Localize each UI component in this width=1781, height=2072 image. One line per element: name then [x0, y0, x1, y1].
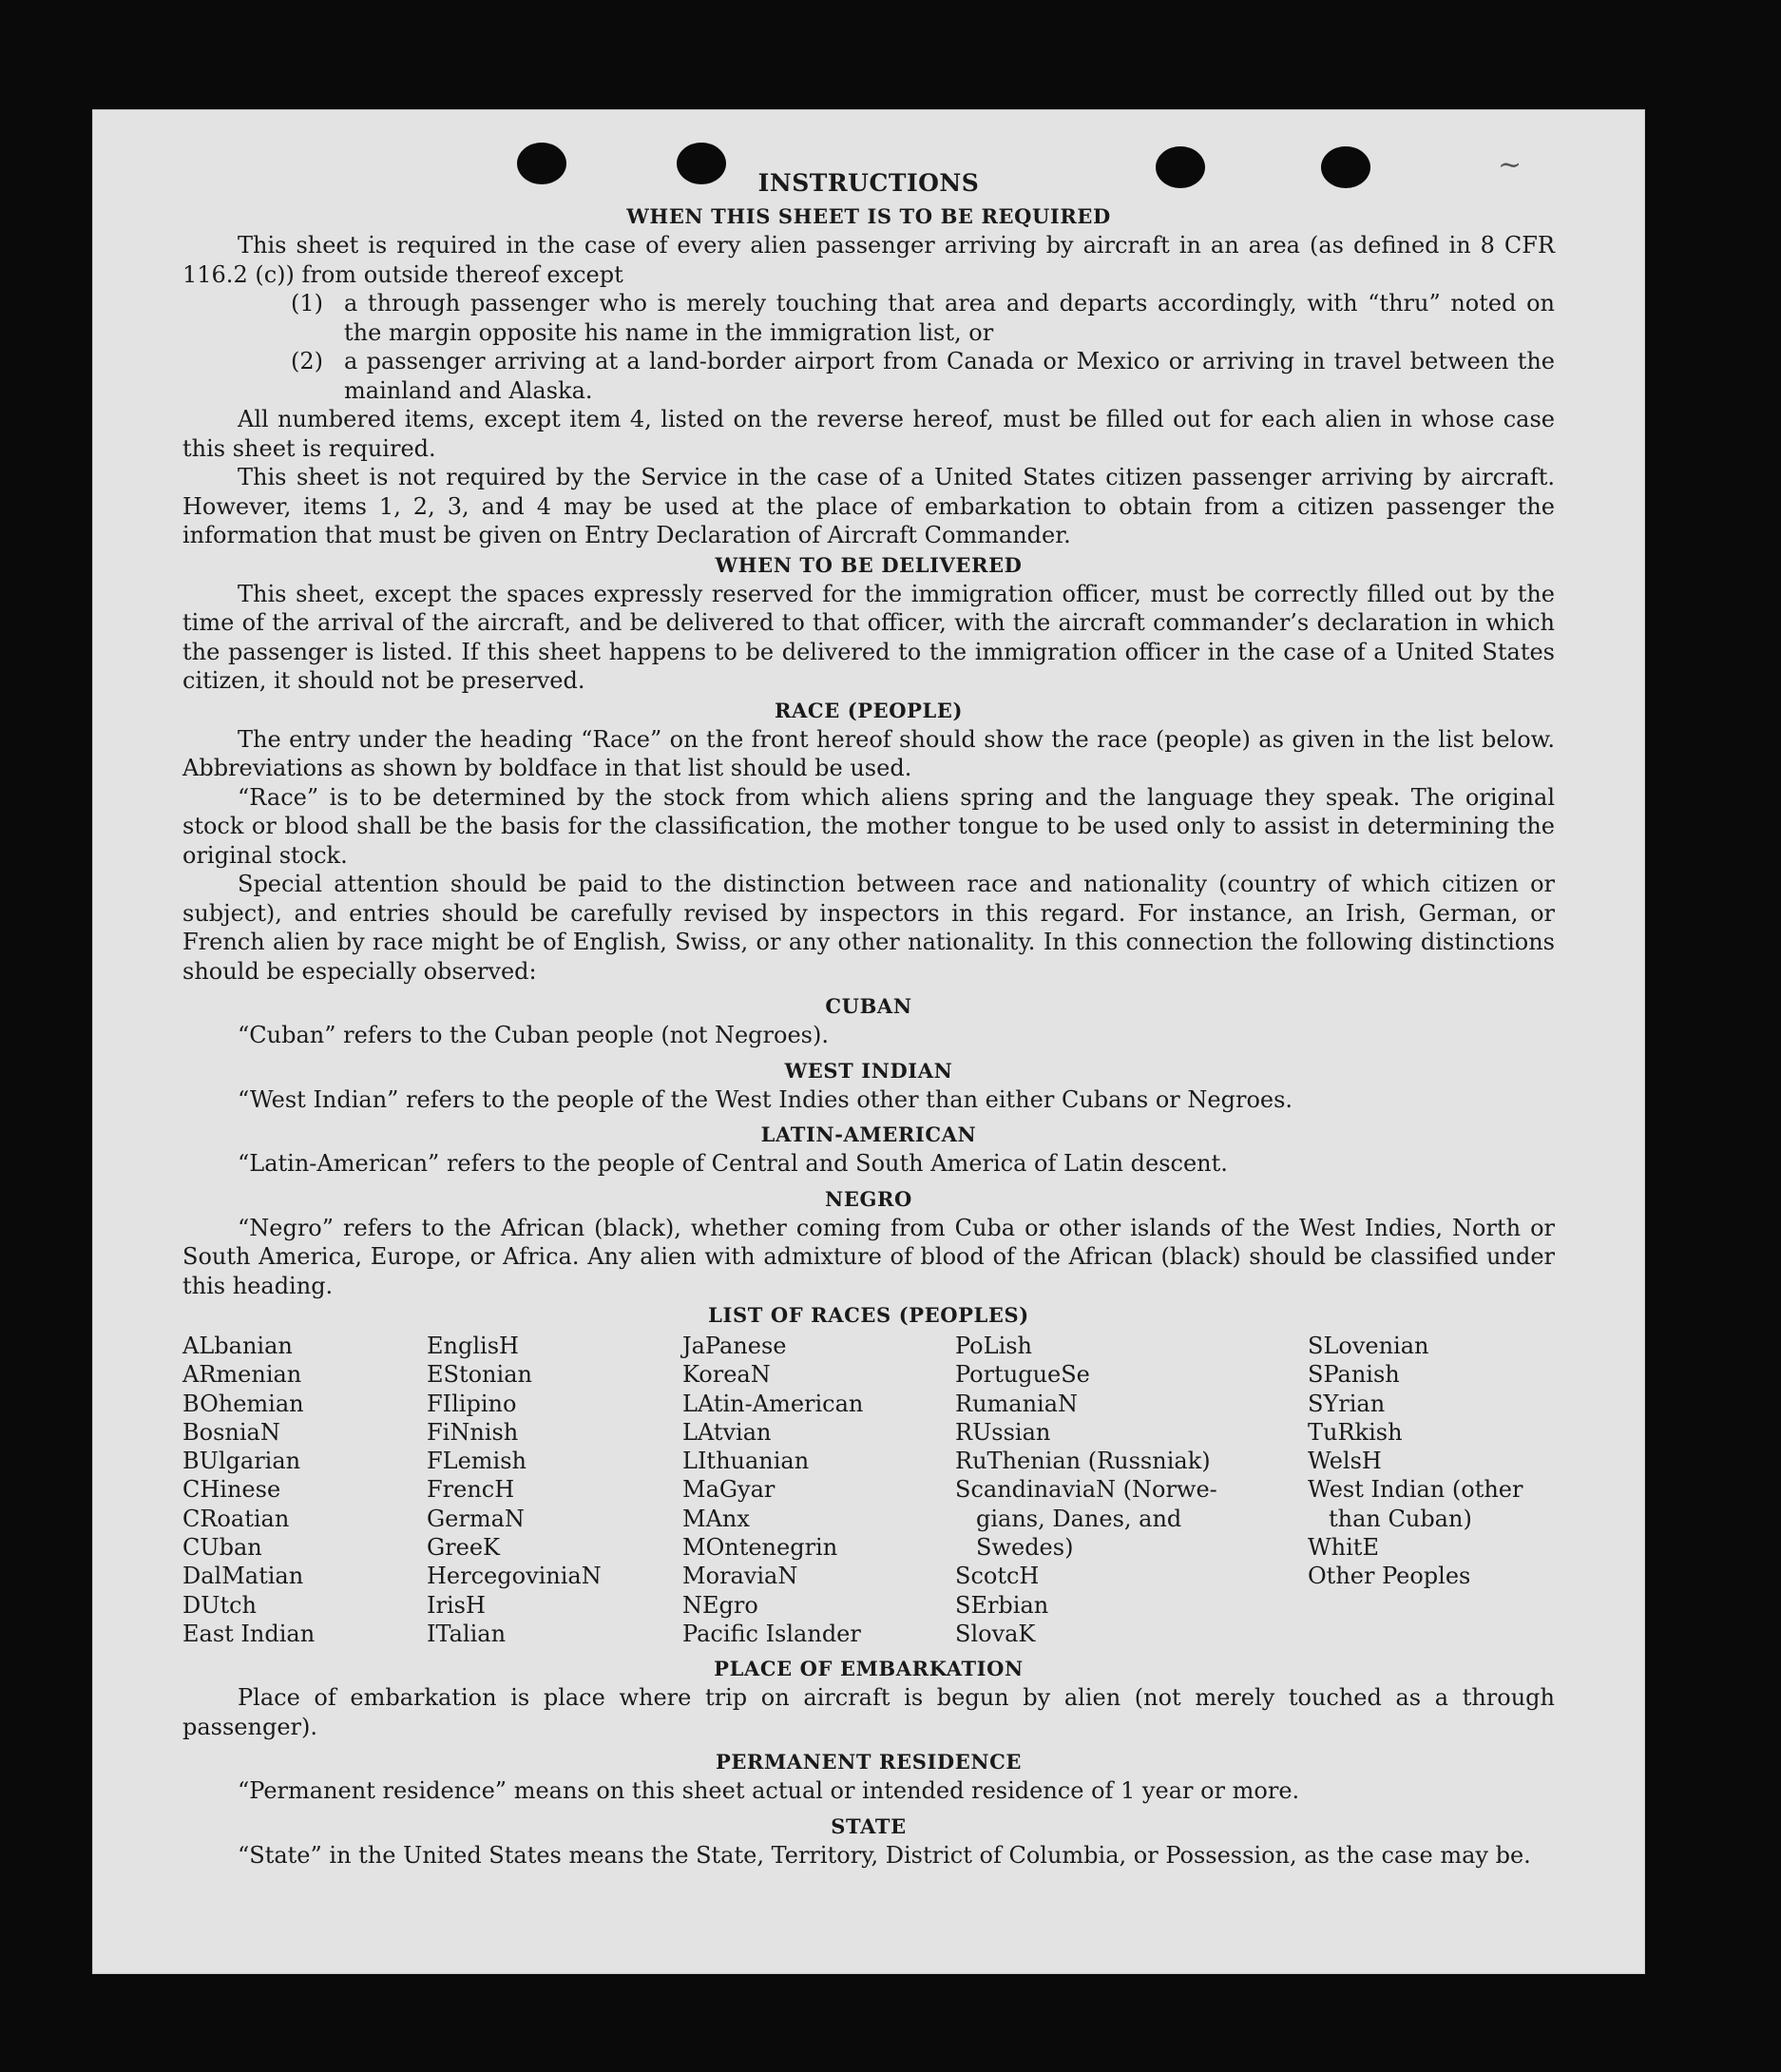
race-item-continuation: gians, Danes, and: [976, 1505, 1182, 1532]
page-title: INSTRUCTIONS: [757, 169, 980, 197]
race-item: FLemish: [427, 1448, 527, 1475]
paragraph: Special attention should be paid to the distinction between race and nationality (country of which citizen or subject), and entries should be carefully revised by inspectors in this regard. For instance, an Irish, German, or French alien by race might be of English, Swiss, or any other nationality. In this connection the following distinctions should be especially observed:: [182, 871, 1555, 985]
paragraph: “Cuban” refers to the Cuban people (not Negroes).: [238, 1022, 829, 1048]
race-item: CUban: [182, 1534, 262, 1562]
race-item: PortugueSe: [955, 1361, 1090, 1389]
section-heading: LIST OF RACES (PEOPLES): [708, 1303, 1029, 1327]
race-item: ALbanian: [182, 1333, 293, 1359]
race-item: LIthuanian: [682, 1448, 810, 1475]
race-item: WelsH: [1308, 1448, 1382, 1475]
race-item: BUlgarian: [182, 1448, 301, 1475]
race-column: [182, 1332, 427, 1648]
race-item: TuRkish: [1308, 1418, 1403, 1446]
race-item: BOhemian: [182, 1390, 304, 1417]
race-item: CHinese: [182, 1476, 281, 1504]
item-number: (1): [291, 290, 323, 317]
race-item: IrisH: [427, 1591, 486, 1619]
race-item: SYrian: [1308, 1390, 1386, 1417]
section-heading: PLACE OF EMBARKATION: [714, 1657, 1024, 1681]
race-item: SErbian: [955, 1591, 1049, 1619]
race-item-continuation: than Cuban): [1329, 1505, 1472, 1532]
list-item: [182, 347, 1555, 405]
paragraph: The entry under the heading “Race” on the front hereof should show the race (people) as given in the list below. Abbreviations as shown by boldface in that list should be used.: [182, 725, 1555, 781]
race-column: [427, 1332, 682, 1648]
item-text: a through passenger who is merely touching that area and departs accordingly, with “thru” noted on the margin opposite his name in the immigration list, or: [344, 290, 1555, 346]
paragraph: “West Indian” refers to the people of the West Indies other than either Cubans or Negroes.: [238, 1085, 1293, 1113]
race-item: SlovaK: [955, 1620, 1036, 1647]
race-column: [1308, 1332, 1555, 1648]
race-item: KoreaN: [682, 1361, 771, 1389]
race-item: JaPanese: [682, 1333, 787, 1359]
race-item: MAnx: [682, 1505, 750, 1532]
race-column: [682, 1332, 955, 1648]
race-item: DUtch: [182, 1591, 258, 1619]
section-heading: WEST INDIAN: [784, 1058, 953, 1083]
race-item: EnglisH: [427, 1333, 519, 1359]
race-item: East Indian: [182, 1620, 316, 1647]
race-item: GermaN: [427, 1505, 525, 1532]
list-item: [182, 289, 1555, 347]
race-list: [182, 1332, 1555, 1648]
race-item: SLovenian: [1308, 1333, 1429, 1359]
race-item: MOntenegrin: [682, 1534, 838, 1562]
race-item: BosniaN: [182, 1418, 280, 1446]
race-item-continuation: Swedes): [976, 1534, 1074, 1562]
paragraph: This sheet is not required by the Service in the case of a United States citizen passenger arriving by aircraft. However, items 1, 2, 3, and 4 may be used at the place of embarkation to obtain from a citizen passenger the information that must be given on Entry Declaration of Aircraft Commander.: [182, 464, 1555, 548]
race-item: RUssian: [955, 1418, 1051, 1446]
race-item: DalMatian: [182, 1563, 304, 1590]
pen-mark: ~: [1498, 148, 1522, 182]
paragraph: “Latin-American” refers to the people of Central and South America of Latin descent.: [238, 1150, 1228, 1177]
section-heading: NEGRO: [825, 1186, 912, 1211]
section-heading: LATIN-AMERICAN: [760, 1122, 977, 1146]
section-heading: WHEN TO BE DELIVERED: [715, 552, 1023, 577]
section-heading: CUBAN: [825, 994, 912, 1018]
race-item: NEgro: [682, 1591, 758, 1619]
race-item: RuThenian (Russniak): [955, 1448, 1211, 1475]
race-item: FrencH: [427, 1476, 515, 1504]
paragraph: “Negro” refers to the African (black), whether coming from Cuba or other islands of the West Indies, North or South America, Europe, or Africa. Any alien with admixture of blood of the African (black) should be classified under this heading.: [182, 1214, 1555, 1299]
race-item: SPanish: [1308, 1361, 1400, 1389]
race-item: GreeK: [427, 1534, 500, 1562]
section-heading: RACE (PEOPLE): [774, 698, 964, 722]
section-heading: WHEN THIS SHEET IS TO BE REQUIRED: [626, 204, 1111, 228]
race-item: RumaniaN: [955, 1390, 1079, 1417]
race-item: Pacific Islander: [682, 1620, 861, 1647]
race-item: LAtvian: [682, 1418, 772, 1446]
race-item: EStonian: [427, 1361, 532, 1389]
race-item: ScotcH: [955, 1563, 1040, 1590]
race-item: FIlipino: [427, 1390, 517, 1417]
race-item: HercegovinіaN: [427, 1563, 602, 1590]
paragraph: “Permanent residence” means on this sheet actual or intended residence of 1 year or more.: [238, 1777, 1300, 1805]
document-page: [92, 109, 1645, 1974]
paragraph: All numbered items, except item 4, listed on the reverse hereof, must be filled out for each alien in whose case this sheet is required.: [182, 406, 1555, 462]
race-item: ARmenian: [182, 1361, 302, 1389]
race-item: MoraviaN: [682, 1563, 798, 1590]
paragraph: Place of embarkation is place where trip on aircraft is begun by alien (not merely touched as a through passenger).: [182, 1684, 1555, 1740]
section-heading: PERMANENT RESIDENCE: [715, 1750, 1023, 1775]
paragraph: “Race” is to be determined by the stock from which aliens spring and the language they speak. The original stock or blood shall be the basis for the classification, the mother tongue to be used only to assist in determining the original stock.: [182, 783, 1555, 869]
paragraph: This sheet, except the spaces expressly reserved for the immigration officer, must be correctly filled out by the time of the arrival of the aircraft, and be delivered to that officer, with the aircraft commander’s declaration in which the passenger is listed. If this sheet happens to be delivered to the immigration officer in the case of a United States citizen, it should not be preserved.: [182, 580, 1555, 694]
race-item: FiNnish: [427, 1418, 519, 1446]
paragraph: “State” in the United States means the State, Territory, District of Columbia, or Possession, as the case may be.: [238, 1841, 1531, 1869]
section-heading: STATE: [831, 1813, 907, 1838]
item-number: (2): [291, 348, 323, 374]
race-item: PoLish: [955, 1333, 1033, 1359]
race-item: ITalian: [427, 1620, 507, 1647]
race-column: [955, 1332, 1308, 1648]
instructions-content: [182, 165, 1555, 1870]
race-item: WhitE: [1308, 1534, 1379, 1562]
race-item: LAtin-American: [682, 1390, 864, 1417]
race-item: West Indian (other: [1308, 1476, 1523, 1504]
race-item: MaGyar: [682, 1476, 776, 1504]
race-item: ScandinaviaN (Norwe-: [955, 1476, 1217, 1504]
race-item: Other Peoples: [1308, 1563, 1471, 1590]
paragraph: This sheet is required in the case of every alien passenger arriving by aircraft in an area (as defined in 8 CFR 116.2 (c)) from outside thereof except: [182, 232, 1555, 288]
race-item: CRoatian: [182, 1505, 290, 1532]
item-text: a passenger arriving at a land-border airport from Canada or Mexico or arriving in travel between the mainland and Alaska.: [344, 348, 1555, 404]
